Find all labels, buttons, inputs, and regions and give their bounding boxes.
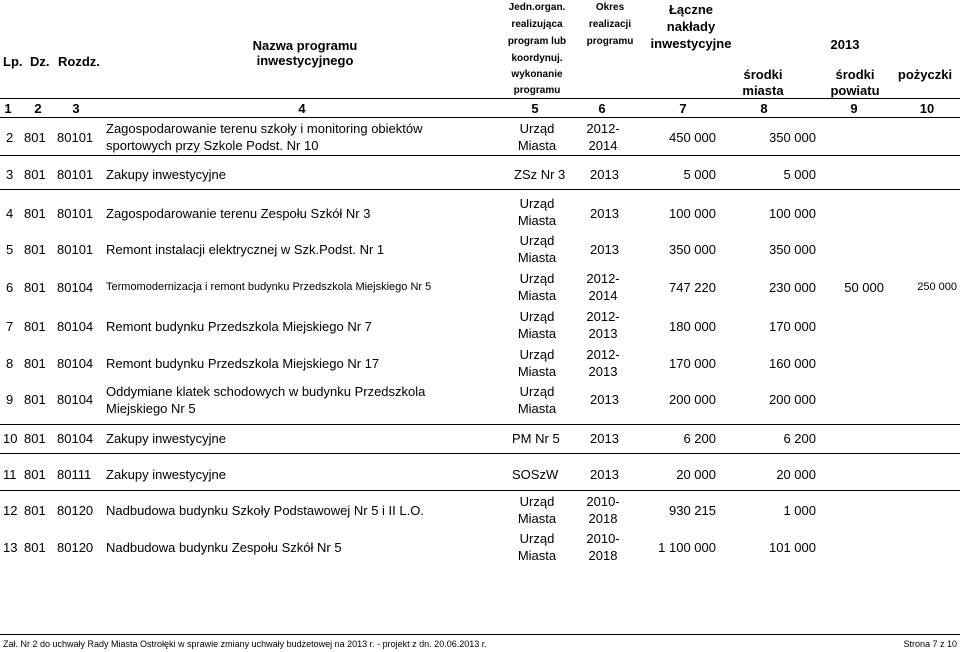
row-name-line1: Remont budynku Przedszkola Miejskiego Nr 7 <box>106 319 372 334</box>
row-dz: 801 <box>24 467 46 482</box>
row-unit-line1: Urząd <box>519 233 555 248</box>
header-jedn-line3: program lub <box>507 36 567 47</box>
header-srodki-miasta-line2: miasta <box>742 83 784 98</box>
row-miasta: 20 000 <box>776 467 816 482</box>
row-lp: 7 <box>6 319 14 334</box>
row-name-line1: Remont instalacji elektrycznej w Szk.Podst. Nr 1 <box>106 242 385 257</box>
row-divider <box>0 155 960 156</box>
header-srodki-miasta-line1: środki <box>743 67 783 82</box>
row-okres-line2: 2013 <box>588 364 618 379</box>
row-okres-line1: 2012- <box>586 347 620 362</box>
row-divider <box>0 490 960 491</box>
row-unit-line2: Miasta <box>517 250 557 265</box>
row-laczne: 5 000 <box>683 167 716 182</box>
row-okres-line1: 2013 <box>590 392 619 407</box>
header-okres-line2: realizacji <box>588 19 632 30</box>
row-okres-line1: 2012- <box>586 271 620 286</box>
row-rozdz: 80101 <box>57 242 94 257</box>
row-okres-line2: 2018 <box>588 548 618 563</box>
row-unit-line1: Urząd <box>519 196 555 211</box>
row-laczne: 100 000 <box>669 206 716 221</box>
footer-rule <box>0 634 960 635</box>
row-dz: 801 <box>24 540 46 555</box>
row-okres-line2: 2014 <box>588 138 618 153</box>
row-lp: 3 <box>6 167 14 182</box>
row-rozdz: 80104 <box>57 280 94 295</box>
row-lp: 9 <box>6 392 14 407</box>
col-number-9: 9 <box>850 101 858 116</box>
row-lp: 8 <box>6 356 14 371</box>
row-miasta: 160 000 <box>769 356 816 371</box>
row-rozdz: 80104 <box>57 392 94 407</box>
header-jedn-line1: Jedn.organ. <box>508 2 566 13</box>
row-name-line1: Zagospodarowanie terenu szkoły i monitoring obiektów <box>106 121 423 136</box>
row-laczne: 20 000 <box>676 467 716 482</box>
col-number-8: 8 <box>760 101 768 116</box>
row-unit-line1: Urząd <box>519 494 555 509</box>
row-unit-line1: Urząd <box>519 309 555 324</box>
row-unit-line2: Miasta <box>517 548 557 563</box>
row-miasta: 230 000 <box>769 280 816 295</box>
row-okres-line1: 2013 <box>590 467 619 482</box>
row-rozdz: 80111 <box>57 467 92 482</box>
col-number-6: 6 <box>598 101 606 116</box>
row-name-line1: Nadbudowa budynku Szkoły Podstawowej Nr 5 i II L.O. <box>106 503 424 518</box>
row-pozyczki: 250 000 <box>917 281 957 293</box>
row-okres-line1: 2013 <box>590 167 619 182</box>
header-pozyczki: pożyczki <box>897 67 953 82</box>
row-miasta: 350 000 <box>769 130 816 145</box>
row-laczne: 180 000 <box>669 319 716 334</box>
row-okres-line2: 2013 <box>588 326 618 341</box>
row-dz: 801 <box>24 503 46 518</box>
row-rozdz: 80104 <box>57 431 94 446</box>
row-dz: 801 <box>24 356 46 371</box>
col-number-3: 3 <box>72 101 80 116</box>
row-lp: 2 <box>6 130 14 145</box>
row-lp: 5 <box>6 242 14 257</box>
row-laczne: 747 220 <box>669 280 716 295</box>
row-lp: 11 <box>3 467 17 482</box>
row-name-line1: Zagospodarowanie terenu Zespołu Szkół Nr 3 <box>106 206 371 221</box>
row-dz: 801 <box>24 206 46 221</box>
col-number-4: 4 <box>298 101 306 116</box>
header-jedn-line4: koordynuj. <box>511 53 563 64</box>
col-number-7: 7 <box>679 101 687 116</box>
header-laczne-line2: nakłady <box>666 19 716 34</box>
row-miasta: 170 000 <box>769 319 816 334</box>
header-year: 2013 <box>830 37 860 52</box>
row-unit-line1: Urząd <box>519 347 555 362</box>
header-nazwa-line1: Nazwa programu <box>252 38 358 53</box>
header-dz: Dz. <box>30 54 50 69</box>
row-unit-line2: Miasta <box>517 138 557 153</box>
row-name-line1: Nadbudowa budynku Zespołu Szkół Nr 5 <box>106 540 342 555</box>
row-dz: 801 <box>24 431 46 446</box>
row-powiatu: 50 000 <box>844 280 884 295</box>
row-name-line1: Zakupy inwestycyjne <box>106 431 226 446</box>
header-rule-bottom <box>0 117 960 118</box>
row-miasta: 5 000 <box>783 167 816 182</box>
row-okres-line1: 2010- <box>586 494 620 509</box>
row-okres-line1: 2012- <box>586 121 620 136</box>
row-divider <box>0 453 960 454</box>
row-name-line1: Remont budynku Przedszkola Miejskiego Nr 17 <box>106 356 380 371</box>
row-rozdz: 80101 <box>57 130 94 145</box>
row-miasta: 101 000 <box>769 540 816 555</box>
row-dz: 801 <box>24 319 46 334</box>
row-divider <box>0 424 960 425</box>
row-divider <box>0 189 960 190</box>
row-laczne: 450 000 <box>669 130 716 145</box>
row-miasta: 200 000 <box>769 392 816 407</box>
row-unit-line1: Urząd <box>519 384 555 399</box>
row-unit-line1: Urząd <box>519 271 555 286</box>
row-lp: 6 <box>6 280 14 295</box>
header-jedn-line5: wykonanie <box>511 69 563 80</box>
row-lp: 4 <box>6 206 14 221</box>
row-lp: 13 <box>3 540 18 555</box>
header-okres-line3: programu <box>586 36 634 47</box>
row-unit-line2: Miasta <box>517 364 557 379</box>
row-dz: 801 <box>24 167 46 182</box>
row-okres-line1: 2010- <box>586 531 620 546</box>
row-dz: 801 <box>24 242 46 257</box>
header-lp: Lp. <box>3 54 23 69</box>
row-name-line2: sportowych przy Szkole Podst. Nr 10 <box>106 138 319 153</box>
row-dz: 801 <box>24 280 46 295</box>
row-name-line1: Zakupy inwestycyjne <box>106 467 226 482</box>
footer-note: Zał. Nr 2 do uchwały Rady Miasta Ostrołęki w sprawie zmiany uchwały budżetowej na 2013 r. - projekt z dn. 20.06.2013 r. <box>3 639 487 649</box>
row-okres-line1: 2012- <box>586 309 620 324</box>
row-lp: 10 <box>3 431 18 446</box>
row-unit-line2: Miasta <box>517 213 557 228</box>
row-laczne: 6 200 <box>683 431 716 446</box>
row-miasta: 1 000 <box>783 503 816 518</box>
row-rozdz: 80101 <box>57 206 94 221</box>
row-unit-line2: Miasta <box>517 288 557 303</box>
row-dz: 801 <box>24 130 46 145</box>
header-jedn-line2: realizująca <box>511 19 563 30</box>
row-rozdz: 80120 <box>57 503 94 518</box>
row-name-line1: Termomodernizacja i remont budynku Przedszkola Miejskiego Nr 5 <box>106 281 432 293</box>
row-laczne: 170 000 <box>669 356 716 371</box>
row-unit-line2: Miasta <box>517 401 557 416</box>
row-name-line1: Oddymiane klatek schodowych w budynku Przedszkola <box>106 384 426 399</box>
col-number-2: 2 <box>34 101 42 116</box>
row-okres-line2: 2018 <box>588 511 618 526</box>
col-number-1: 1 <box>4 101 12 116</box>
row-miasta: 350 000 <box>769 242 816 257</box>
row-okres-line1: 2013 <box>590 242 619 257</box>
row-unit-line1: Urząd <box>519 531 555 546</box>
row-lp: 12 <box>3 503 18 518</box>
row-okres-line1: 2013 <box>590 431 619 446</box>
header-rozdz: Rozdz. <box>58 54 100 69</box>
row-unit-line1: ZSz Nr 3 <box>514 167 566 182</box>
row-unit-line1: PM Nr 5 <box>512 431 560 446</box>
row-dz: 801 <box>24 392 46 407</box>
row-laczne: 200 000 <box>669 392 716 407</box>
header-srodki-powiatu-line1: środki <box>835 67 875 82</box>
header-srodki-powiatu-line2: powiatu <box>830 83 880 98</box>
row-name-line2: Miejskiego Nr 5 <box>106 401 196 416</box>
row-laczne: 1 100 000 <box>658 540 716 555</box>
row-unit-line2: Miasta <box>517 326 557 341</box>
row-rozdz: 80104 <box>57 356 94 371</box>
header-rule-top <box>0 98 960 99</box>
header-laczne-line3: inwestycyjne <box>650 36 732 51</box>
header-nazwa-line2: inwestycyjnego <box>256 53 354 68</box>
row-rozdz: 80120 <box>57 540 94 555</box>
row-miasta: 100 000 <box>769 206 816 221</box>
row-okres-line2: 2014 <box>588 288 618 303</box>
row-rozdz: 80104 <box>57 319 94 334</box>
row-laczne: 350 000 <box>669 242 716 257</box>
header-okres-line1: Okres <box>595 2 625 13</box>
row-laczne: 930 215 <box>669 503 716 518</box>
row-unit-line1: Urząd <box>519 121 555 136</box>
col-number-10: 10 <box>919 101 935 116</box>
row-unit-line1: SOSzW <box>512 467 559 482</box>
row-miasta: 6 200 <box>783 431 816 446</box>
col-number-5: 5 <box>531 101 539 116</box>
page-number: Strona 7 z 10 <box>903 639 957 649</box>
row-unit-line2: Miasta <box>517 511 557 526</box>
row-rozdz: 80101 <box>57 167 94 182</box>
header-jedn-line6: programu <box>513 85 561 96</box>
row-name-line1: Zakupy inwestycyjne <box>106 167 226 182</box>
row-okres-line1: 2013 <box>590 206 619 221</box>
header-laczne-line1: Łączne <box>668 2 714 17</box>
